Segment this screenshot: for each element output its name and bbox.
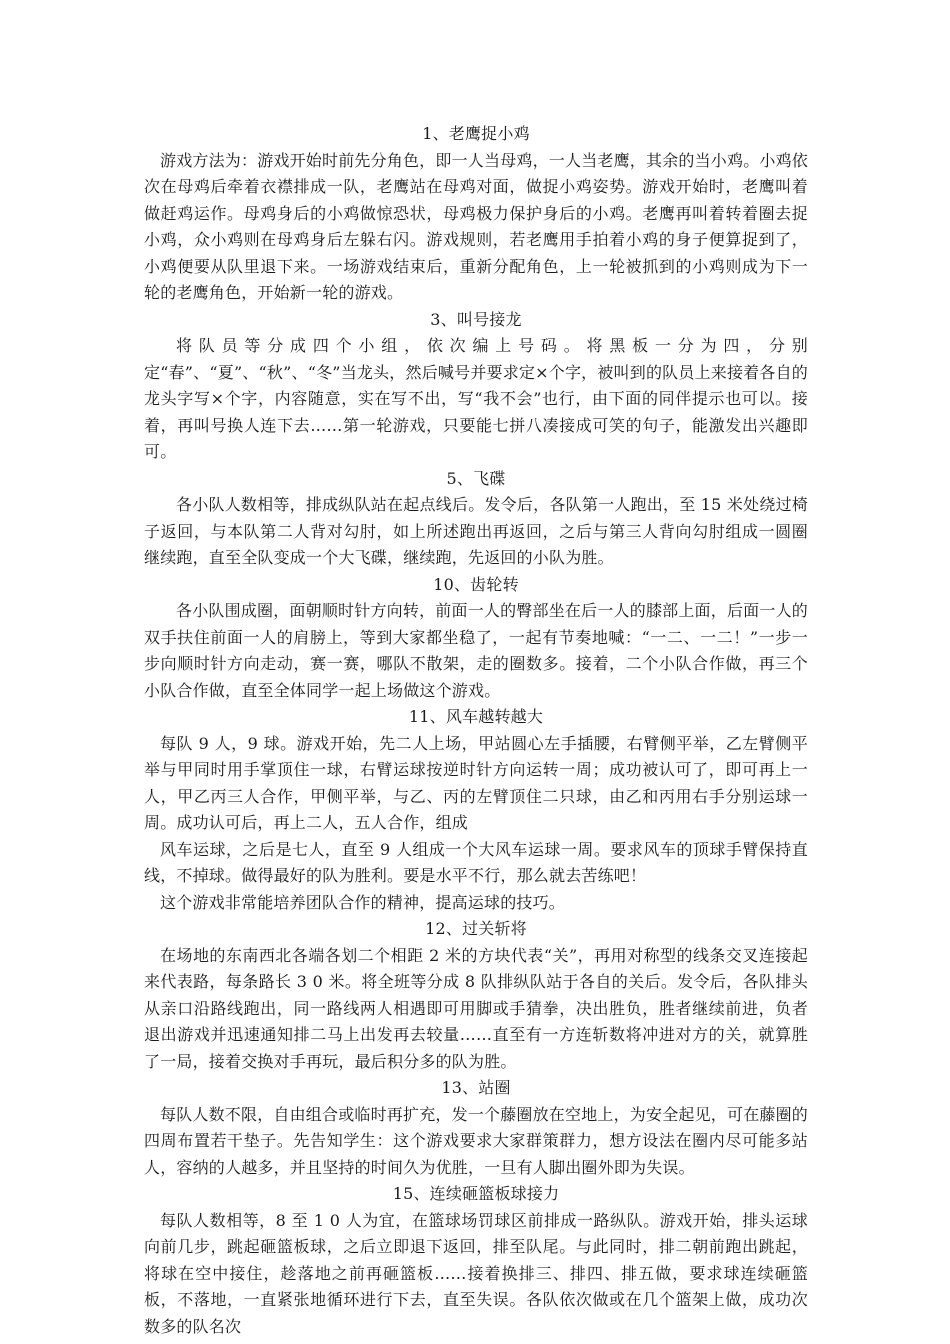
section-paragraph: 每队人数不限，自由组合或临时再扩充，发一个藤圈放在空地上，为安全起见，可在藤圈的四周布置若干垫子。先告知学生：这个游戏要求大家群策群力，想方设法在圈内尽可能多站人，容纳的人越多，并且坚持的时间久为优胜，一旦有人脚出圈外即为失误。 [144,1104,809,1177]
section-title-11: 11、风车越转越大 [408,707,544,726]
section-title-1: 1、老鹰捉小鸡 [422,124,530,143]
section-title-15: 15、连续砸篮板球接力 [392,1184,560,1203]
section-paragraph: 风车运球，之后是七人，直至 9 人组成一个大风车运球一周。要求风车的顶球手臂保持直线，不掉球。做得最好的队为胜利。要是水平不行，那么就去苦练吧！ [144,839,808,885]
section-title-10: 10、齿轮转 [433,574,519,594]
section-paragraph: 各小队围成圈，面朝顺时针方向转，前面一人的臀部坐在后一人的膝部上面，后面一人的双手扶住前面一人的肩膀上，等到大家都坐稳了，一起有节奏地喊：“一二、一二！”一步一步向顺时针方向走动，赛一赛，哪队不散架，走的圈数多。接着，二个小队合作做，再三个小队合作做，直至全体同学一起上场做这个游戏。 [144,601,808,700]
section-paragraph: 将队员等分成四个小组，依次编上号码。将黑板一分为四，分别定“春”、“夏”、“秋”、“冬”当龙头，然后喊号并要求定×个字，被叫到的队员上来接着各自的龙头字写×个字，内容随意，实在写不出，写“我不会”也行，由下面的同伴提示也可以。接着，再叫号换人连下去……第一轮游戏，只要能七拼八凑接成可笑的句子，能激发出兴趣即可。 [144,336,808,461]
section-title-3: 3、叫号接龙 [430,309,522,329]
section-paragraph: 每队 9 人，9 球。游戏开始，先二人上场，甲站圆心左手插腰，右臂侧平举，乙左臂侧平举与甲同时用手掌顶住一球，右臂运球按逆时针方向运转一周；成功被认可了，即可再上一人，甲乙丙三人合作，甲侧平举，与乙、丙的左臂顶住二只球，由乙和丙用右手分别运球一周。成功认可后，再上二人，五人合作，组成 [144,733,808,832]
section-paragraph: 游戏方法为：游戏开始时前先分角色，即一人当母鸡，一人当老鹰，其余的当小鸡。小鸡依次在母鸡后牵着衣襟排成一队，老鹰站在母鸡对面，做捉小鸡姿势。游戏开始时，老鹰叫着做赶鸡运作。母鸡身后的小鸡做惊恐状，母鸡极力保护身后的小鸡。老鹰再叫着转着圈去捉小鸡，众小鸡则在母鸡身后左躲右闪。游戏规则，若老鹰用手拍着小鸡的身子便算捉到了，小鸡便要从队里退下来。一场游戏结束后，重新分配角色，上一轮被抓到的小鸡则成为下一轮的老鹰角色，开始新一轮的游戏。 [144,150,809,302]
section-paragraph: 每队人数相等，8 至 1 0 人为宜，在篮球场罚球区前排成一路纵队。游戏开始，排头运球向前几步，跳起砸篮板球，之后立即退下返回，排至队尾。与此同时，排二朝前跑出跳起，将球在空中接住，趁落地之前再砸篮板……接着换排三、排四、排五做，要求球连续砸篮板，不落地，一直紧张地循环进行下去，直至失误。各队依次做或在几个篮架上做，成功次数多的队名次 [144,1210,808,1336]
section-paragraph: 这个游戏非常能培养团队合作的精神，提高运球的技巧。 [160,892,566,912]
section-paragraph: 在场地的东南西北各端各划二个相距 2 米的方块代表“关”，再用对称型的线条交叉连接起来代表路，每条路长 3 0 米。将全班等分成 8 队排纵队站于各自的关后。发令后，各队排头从亲口沿路线跑出，同一路线两人相遇即可用脚或手猜拳，决出胜负，胜者继续前进，负者退出游戏并迅速通知排二马上出发再去较量……直至有一方连斩数将冲进对方的关，就算胜了一局，接着交换对手再玩，最后积分多的队为胜。 [144,945,808,1071]
document-body [144,121,808,1340]
section-title-13: 13、站圈 [441,1078,511,1097]
section-paragraph: 各小队人数相等，排成纵队站在起点线后。发令后，各队第一人跑出，至 15 米处绕过椅子返回，与本队第二人背对勾肘，如上所述跑出再返回，之后与第三人背向勾肘组成一圆圈继续跑，直至全队变成一个大飞碟，继续跑，先返回的小队为胜。 [144,495,808,567]
section-title-5: 5、飞碟 [446,468,506,488]
section-title-12: 12、过关斩将 [425,919,527,938]
